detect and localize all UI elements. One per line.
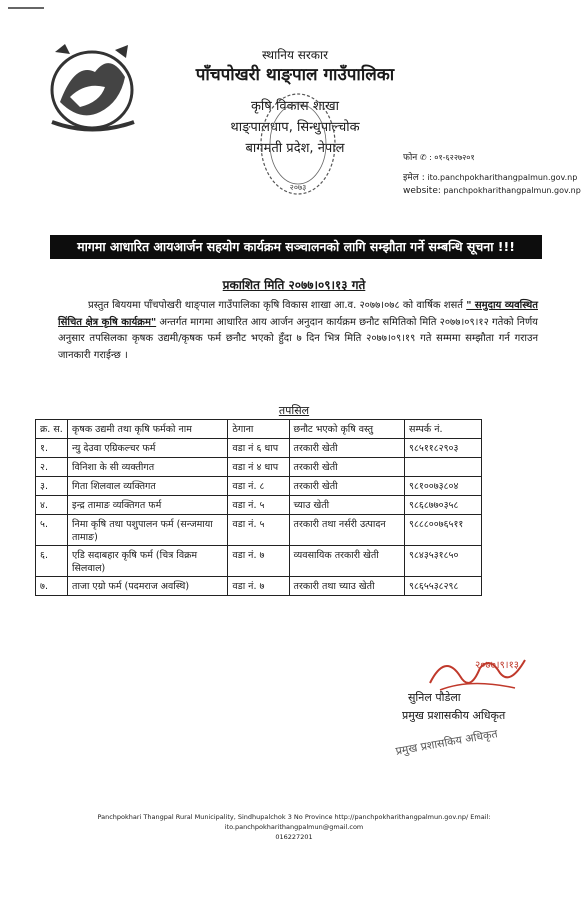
- footer: [30, 812, 558, 842]
- email-address: ito.panchpokharithangpalmun.gov.np: [427, 173, 578, 182]
- cell-name: इन्द्र तामाङ व्यक्तिगत फर्म: [68, 496, 228, 515]
- website-url: panchpokharithangpalmun.gov.np: [443, 186, 581, 195]
- table-row: [36, 496, 482, 515]
- cell-address: वडा नं. ७: [228, 546, 289, 577]
- cell-contact: ९८६५५३८२९८: [405, 577, 482, 596]
- cell-address: वडा नं ६ धाप: [228, 439, 289, 458]
- footer-phone: 016227201: [275, 833, 313, 841]
- cell-sn: ४.: [36, 496, 68, 515]
- corner-mark: [8, 7, 44, 9]
- phone-icon: ✆: [419, 153, 427, 162]
- col-header-crop: छनौट भएको कृषि वस्तु: [289, 420, 405, 439]
- website-line: [403, 186, 581, 196]
- email-line: [403, 170, 577, 183]
- cell-sn: ७.: [36, 577, 68, 596]
- table-row: [36, 577, 482, 596]
- signatory-name: सुनिल पौडेला: [408, 691, 461, 704]
- cell-sn: १.: [36, 439, 68, 458]
- cell-name: ताजा एग्रो फर्म (पदमराज अवस्थि): [68, 577, 228, 596]
- cell-crop: च्याउ खेती: [289, 496, 405, 515]
- table-row: [36, 439, 482, 458]
- table-row: [36, 546, 482, 577]
- cell-address: वडा नं ४ धाप: [228, 458, 289, 477]
- cell-sn: ३.: [36, 477, 68, 496]
- cell-sn: २.: [36, 458, 68, 477]
- cell-sn: ६.: [36, 546, 68, 577]
- cell-address: वडा नं. ५: [228, 496, 289, 515]
- col-header-sn: क्र. स.: [36, 420, 68, 439]
- table-row: [36, 477, 482, 496]
- table-row: [36, 515, 482, 546]
- schedule-table: [35, 419, 482, 596]
- cell-contact: ९८१००७३८०४: [405, 477, 482, 496]
- branch-name: कृषि विकास शाखा: [250, 99, 340, 114]
- cell-crop: तरकारी खेती: [289, 477, 405, 496]
- signatory-stamp: प्रमुख प्रशासकिय अधिकृत: [394, 727, 499, 758]
- cell-sn: ५.: [36, 515, 68, 546]
- cell-crop: तरकारी खेती: [289, 458, 405, 477]
- website-label: website:: [403, 186, 441, 196]
- schedule-title: तपसिल: [278, 404, 310, 417]
- nepal-emblem-icon: [40, 42, 145, 134]
- cell-name: गिता शिलवाल व्यक्तिगत: [68, 477, 228, 496]
- body-part2: अन्तर्गत मागमा आधारित आय आर्जन अनुदान कार्यक्रम छनौट समितिको मिति २०७७।०९।१२ गतेको निर्णय अनुसार तपसिलका कृषक उद्यमी/कृषक फर्म छनौट भएको हुँदा ७ दिन भित्र मिति २०७७।०९।१९ गते सम्ममा सम्झौता गर्न गराउन जानकारी गराईन्छ ।: [58, 316, 538, 361]
- footer-address: Panchpokhari Thangpal Rural Municipality, Sindhupalchok 3 No Province http://panchpokharithangpalmun.gov.np/ Email: ito.panchpokharithangpalmun@gmail.com: [97, 813, 491, 831]
- cell-contact: ९८८८००७६५११: [405, 515, 482, 546]
- email-label: इमेल :: [403, 173, 425, 183]
- notice-title-banner: मागमा आधारित आयआर्जन सहयोग कार्यक्रम सञ्चालनको लागि सम्झौता गर्ने सम्बन्धि सूचना !!!: [50, 235, 542, 259]
- cell-contact: ९८६८७७०३५८: [405, 496, 482, 515]
- phone-number: : ०१-६२२७२०१: [429, 153, 475, 162]
- signature-date: २०७७।९।१३: [475, 660, 519, 671]
- body-part1: प्रस्तुत बिययमा पाँचपोखरी थाङ्पाल गाउँपालिका कृषि विकास शाखा आ.व. २०७७।०७८ को वार्षिक शसर्त: [88, 300, 463, 311]
- cell-contact: ९८४३५३१८५०: [405, 546, 482, 577]
- gov-label: स्थानिय सरकार: [262, 48, 328, 62]
- table-row: [36, 458, 482, 477]
- cell-name: निमा कृषि तथा पशुपालन फर्म (सन्जमाया तामाङ): [68, 515, 228, 546]
- col-header-name: कृषक उद्यमी तथा कृषि फर्मको नाम: [68, 420, 228, 439]
- cell-crop: तरकारी तथा च्याउ खेती: [289, 577, 405, 596]
- cell-address: वडा नं. ५: [228, 515, 289, 546]
- cell-address: वडा नं. ८: [228, 477, 289, 496]
- cell-address: वडा नं. ७: [228, 577, 289, 596]
- cell-crop: तरकारी खेती: [289, 439, 405, 458]
- stamp-year: २०७३: [289, 183, 307, 192]
- table-header-row: [36, 420, 482, 439]
- phone-line: [403, 150, 475, 163]
- col-header-address: ठेगाना: [228, 420, 289, 439]
- published-date: प्रकाशित मिति २०७७।०९।१३ गते: [222, 278, 366, 292]
- notice-body: [58, 298, 538, 364]
- col-header-contact: सम्पर्क नं.: [405, 420, 482, 439]
- cell-name: एडि सदाबहार कृषि फर्म (चित्र विक्रम सिलवाल): [68, 546, 228, 577]
- cell-name: विनिशा के सी व्यक्तीगत: [68, 458, 228, 477]
- cell-contact: ९८५११८२९०३: [405, 439, 482, 458]
- signatory-title: प्रमुख प्रशासकीय अधिकृत: [402, 709, 506, 722]
- phone-label: फोन: [403, 153, 418, 163]
- cell-crop: तरकारी तथा नर्सरी उत्पादन: [289, 515, 405, 546]
- cell-crop: व्यवसायिक तरकारी खेती: [289, 546, 405, 577]
- address: थाङ्पालधाप, सिन्धुपाल्चोक: [230, 120, 360, 135]
- municipality-name: पाँचपोखरी थाङ्पाल गाउँपालिका: [195, 65, 395, 85]
- cell-contact: [405, 458, 482, 477]
- program-name: " समुदाय व्यवस्थित सिंचित क्षेत्र कृषि कार्यक्रम": [58, 300, 538, 328]
- province: बागमती प्रदेश, नेपाल: [245, 141, 345, 156]
- office-stamp-icon: [258, 90, 338, 198]
- cell-name: न्यु देउवा एग्रिकल्चर फर्म: [68, 439, 228, 458]
